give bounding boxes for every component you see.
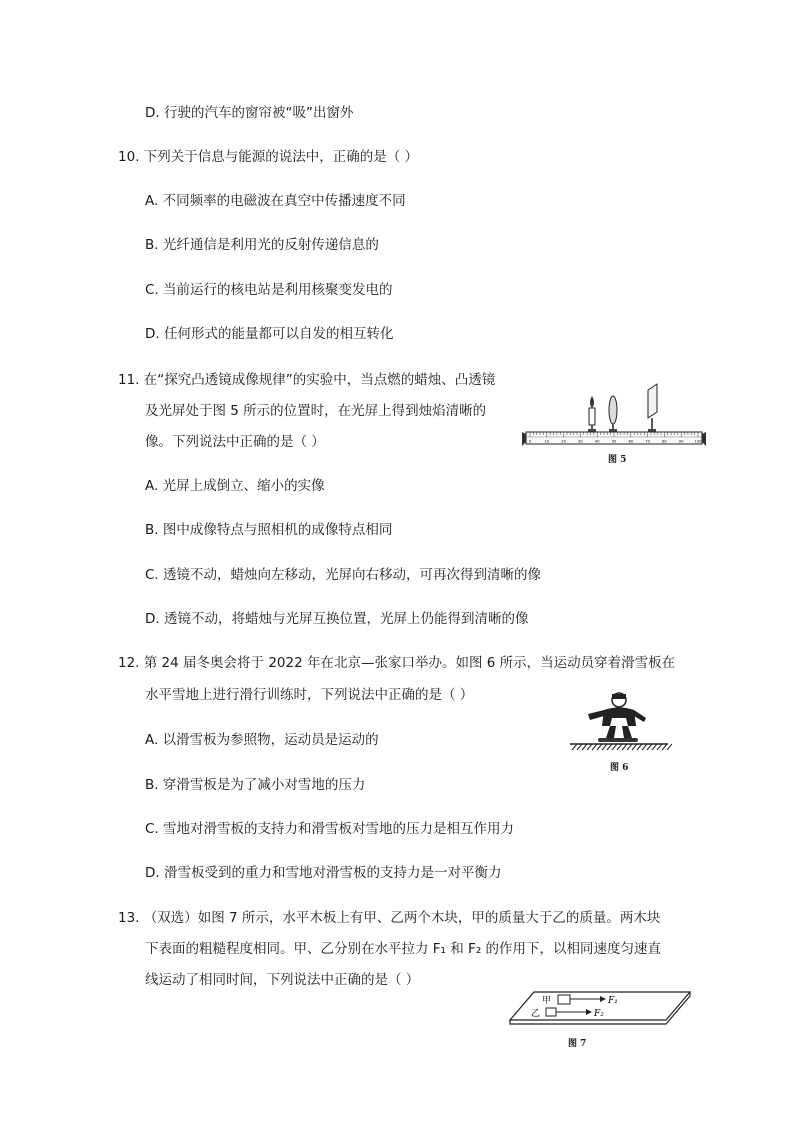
ruler-tick-label: 80 bbox=[662, 439, 667, 444]
figure-7-caption: 图 7 bbox=[568, 1039, 587, 1049]
ruler-tick-label: 20 bbox=[561, 439, 566, 444]
ruler-tick-label: 40 bbox=[594, 439, 600, 444]
q12-stem-line2: 水平雪地上进行滑行训练时，下列说法中正确的是（ ） bbox=[145, 687, 474, 703]
light-screen-icon bbox=[648, 384, 657, 433]
q11-option-c: C. 透镜不动，蜡烛向左移动，光屏向右移动，可再次得到清晰的像 bbox=[145, 567, 542, 583]
q10-stem: 10. 下列关于信息与能源的说法中，正确的是（ ） bbox=[118, 149, 419, 165]
figure-5-optical-bench bbox=[520, 376, 710, 468]
ruler-tick-label: 90 bbox=[678, 439, 684, 444]
q12-option-c: C. 雪地对滑雪板的支持力和滑雪板对雪地的压力是相互作用力 bbox=[145, 821, 515, 837]
snowboarder-icon bbox=[588, 693, 646, 742]
q13-stem-line2: 下表面的粗糙程度相同。甲、乙分别在水平拉力 F₁ 和 F₂ 的作用下，以相同速度匀速直 bbox=[145, 941, 662, 957]
ruler-tick-label: 30 bbox=[578, 439, 583, 444]
q11-option-b: B. 图中成像特点与照相机的成像特点相同 bbox=[145, 522, 393, 538]
ruler-tick-label: 50 bbox=[611, 439, 617, 444]
q11-stem-line1: 11. 在“探究凸透镜成像规律”的实验中，当点燃的蜡烛、凸透镜 bbox=[118, 372, 496, 388]
snow-ground bbox=[570, 744, 672, 750]
ruler-tick-label: 100 bbox=[694, 439, 702, 444]
q11-stem-line2: 及光屏处于图 5 所示的位置时，在光屏上得到烛焰清晰的 bbox=[145, 403, 487, 419]
q10-option-c: C. 当前运行的核电站是利用核聚变发电的 bbox=[145, 282, 393, 298]
block-jia-label: 甲 bbox=[542, 996, 552, 1006]
q10-option-d: D. 任何形式的能量都可以自发的相互转化 bbox=[145, 326, 394, 342]
q13-stem-line3: 线运动了相同时间，下列说法中正确的是（ ） bbox=[145, 972, 420, 988]
q13-stem-line1: 13. （双选）如图 7 所示，水平木板上有甲、乙两个木块，甲的质量大于乙的质量。两木块 bbox=[118, 910, 661, 926]
q11-option-d: D. 透镜不动，将蜡烛与光屏互换位置，光屏上仍能得到清晰的像 bbox=[145, 611, 529, 627]
wood-board-drawing bbox=[506, 988, 692, 1052]
q12-option-a: A. 以滑雪板为参照物，运动员是运动的 bbox=[145, 732, 379, 748]
ruler-tick-label: 0 bbox=[528, 439, 532, 444]
q11-stem-line3: 像。下列说法中正确的是（ ） bbox=[145, 434, 325, 450]
ruler-tick-label: 70 bbox=[645, 439, 650, 444]
candle-icon bbox=[588, 396, 596, 433]
q9-option-d: D. 行驶的汽车的窗帘被“吸”出窗外 bbox=[145, 105, 354, 121]
block-yi-label: 乙 bbox=[531, 1009, 541, 1019]
force-f1-label: F₁ bbox=[608, 996, 618, 1006]
force-f2-label: F₂ bbox=[594, 1009, 604, 1019]
q12-option-d: D. 滑雪板受到的重力和雪地对滑雪板的支持力是一对平衡力 bbox=[145, 865, 502, 881]
q12-option-b: B. 穿滑雪板是为了减小对雪地的压力 bbox=[145, 777, 366, 793]
ruler-tick-label: 60 bbox=[628, 439, 634, 444]
q12-stem-line1: 12. 第 24 届冬奥会将于 2022 年在北京—张家口举办。如图 6 所示，当运动员穿着滑雪板在 bbox=[118, 655, 676, 671]
convex-lens-icon bbox=[609, 396, 617, 433]
q10-option-b: B. 光纤通信是利用光的反射传递信息的 bbox=[145, 237, 379, 253]
q11-option-a: A. 光屏上成倒立、缩小的实像 bbox=[145, 478, 325, 494]
figure-6-caption: 图 6 bbox=[610, 763, 629, 773]
ruler-tick-label: 10 bbox=[544, 439, 550, 444]
figure-7-wood-board bbox=[506, 988, 692, 1052]
figure-5-caption: 图 5 bbox=[608, 455, 627, 465]
q10-option-a: A. 不同频率的电磁波在真空中传播速度不同 bbox=[145, 193, 406, 209]
ruler-bench bbox=[522, 432, 706, 446]
figure-6-snowboarder bbox=[566, 688, 672, 774]
